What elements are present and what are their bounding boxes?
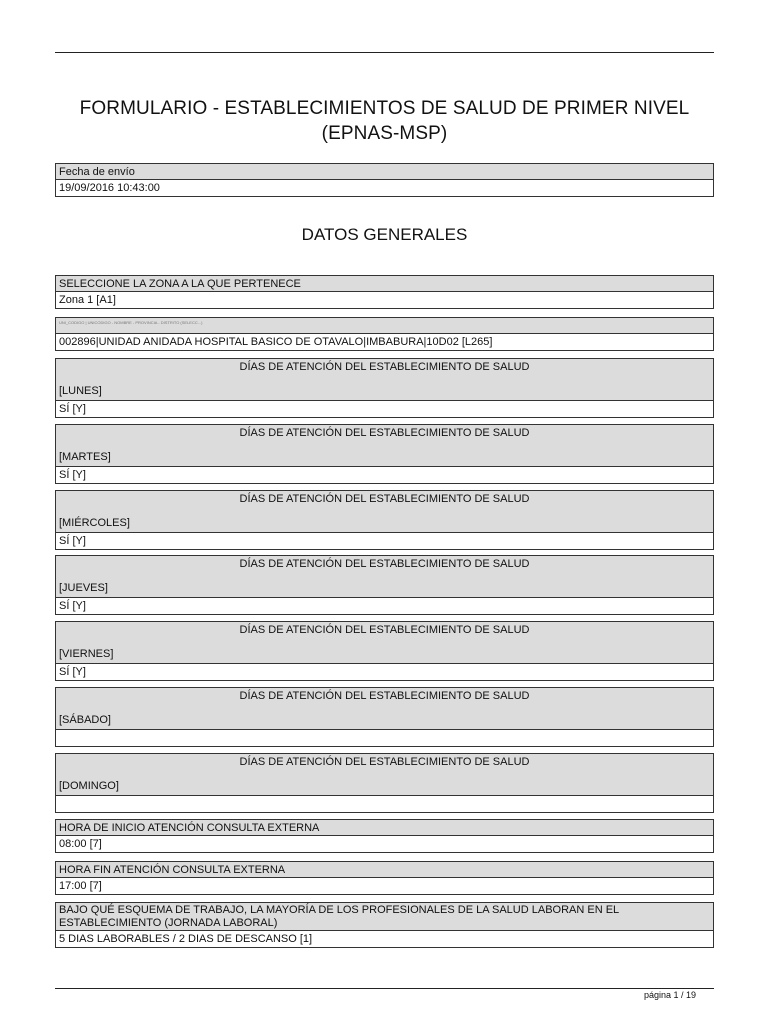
hora-inicio-value: 08:00 [7]: [55, 836, 714, 853]
dia-value: SÍ [Y]: [55, 664, 714, 681]
dia-value: SÍ [Y]: [55, 401, 714, 418]
unidad-value: 002896|UNIDAD ANIDADA HOSPITAL BASICO DE OTAVALO|IMBABURA|10D02 [L265]: [55, 334, 714, 351]
dia-value: SÍ [Y]: [55, 533, 714, 550]
dia-header: [55, 424, 714, 467]
section-title: DATOS GENERALES: [301, 225, 468, 244]
dias-header-text: DÍAS DE ATENCIÓN DEL ESTABLECIMIENTO DE SALUD: [239, 558, 530, 570]
dia-lunes-field: [55, 358, 714, 418]
hora-fin-value: 17:00 [7]: [55, 878, 714, 895]
hora-fin-label: HORA FIN ATENCIÓN CONSULTA EXTERNA: [55, 861, 714, 878]
top-rule: [55, 52, 714, 53]
dia-header: [55, 621, 714, 664]
dias-header-text: DÍAS DE ATENCIÓN DEL ESTABLECIMIENTO DE SALUD: [239, 756, 530, 768]
dia-jueves-field: [55, 555, 714, 615]
document-title-line1: FORMULARIO - ESTABLECIMIENTOS DE SALUD DE PRIMER NIVEL: [79, 98, 690, 119]
dia-name: [VIERNES]: [59, 648, 114, 660]
fecha-envio-field: [55, 163, 714, 197]
dias-header-text: DÍAS DE ATENCIÓN DEL ESTABLECIMIENTO DE SALUD: [239, 361, 530, 373]
dia-domingo-field: [55, 753, 714, 813]
zona-field: [55, 275, 714, 309]
fecha-envio-label: Fecha de envío: [55, 163, 714, 180]
dia-header: [55, 753, 714, 796]
dia-value: SÍ [Y]: [55, 598, 714, 615]
dia-viernes-field: [55, 621, 714, 681]
esquema-field: [55, 902, 714, 948]
dia-miercoles-field: [55, 490, 714, 550]
dias-header-text: DÍAS DE ATENCIÓN DEL ESTABLECIMIENTO DE SALUD: [239, 427, 530, 439]
dia-martes-field: [55, 424, 714, 484]
dia-name: [SÁBADO]: [59, 714, 111, 726]
dias-header-text: DÍAS DE ATENCIÓN DEL ESTABLECIMIENTO DE SALUD: [239, 624, 530, 636]
document-title: [55, 96, 714, 146]
dia-value: SÍ [Y]: [55, 467, 714, 484]
dia-header: [55, 555, 714, 598]
dias-header-text: DÍAS DE ATENCIÓN DEL ESTABLECIMIENTO DE SALUD: [239, 493, 530, 505]
dia-name: [DOMINGO]: [59, 780, 119, 792]
dias-header-text: DÍAS DE ATENCIÓN DEL ESTABLECIMIENTO DE SALUD: [239, 690, 530, 702]
esquema-value: 5 DIAS LABORABLES / 2 DIAS DE DESCANSO [1]: [55, 931, 714, 948]
dia-sabado-field: [55, 687, 714, 747]
zona-value: Zona 1 [A1]: [55, 292, 714, 309]
dia-name: [LUNES]: [59, 385, 102, 397]
hora-inicio-label: HORA DE INICIO ATENCIÓN CONSULTA EXTERNA: [55, 819, 714, 836]
dia-header: [55, 490, 714, 533]
document-title-line2: (EPNAS-MSP): [321, 123, 448, 144]
dia-value: [55, 796, 714, 813]
dia-header: [55, 687, 714, 730]
unidad-field: [55, 317, 714, 351]
bottom-rule: [55, 988, 714, 989]
unidad-label: UNI_CODIGO | UNICODIGO - NOMBRE - PROVINCIA - DISTRITO (SELECC...): [55, 317, 714, 334]
zona-label: SELECCIONE LA ZONA A LA QUE PERTENECE: [55, 275, 714, 292]
hora-fin-field: [55, 861, 714, 895]
fecha-envio-value: 19/09/2016 10:43:00: [55, 180, 714, 197]
esquema-label: BAJO QUÉ ESQUEMA DE TRABAJO, LA MAYORÍA DE LOS PROFESIONALES DE LA SALUD LABORAN EN EL ESTABLECIMIENTO (JORNADA LABORAL): [55, 902, 714, 931]
page-number: página 1 / 19: [643, 990, 696, 1000]
dia-name: [MARTES]: [59, 451, 111, 463]
dia-value: [55, 730, 714, 747]
dia-header: [55, 358, 714, 401]
hora-inicio-field: [55, 819, 714, 853]
dia-name: [JUEVES]: [59, 582, 108, 594]
dia-name: [MIÉRCOLES]: [59, 517, 130, 529]
